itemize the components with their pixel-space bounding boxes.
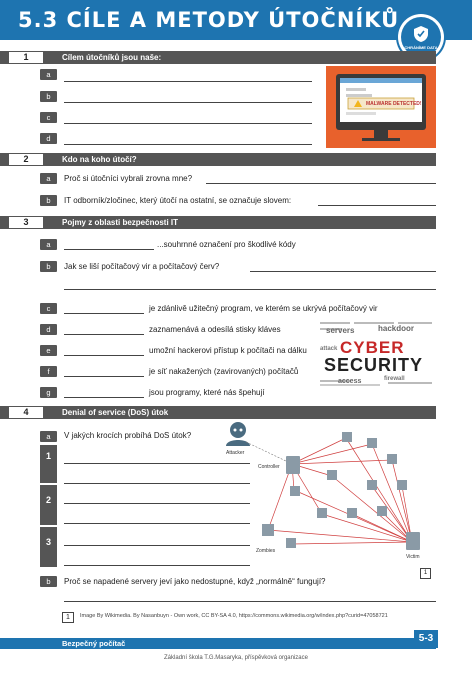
s1-answer-line-b[interactable] bbox=[64, 102, 312, 103]
s3-letter-a: a bbox=[40, 239, 57, 250]
victim-server bbox=[406, 532, 420, 550]
s1-letter-c: c bbox=[40, 112, 57, 123]
s2-answer-line-b[interactable] bbox=[318, 205, 436, 206]
school-name: Základní škola T.G.Masaryka, příspěvková organizace bbox=[164, 655, 308, 661]
s3-answer-line-a[interactable] bbox=[64, 249, 154, 250]
s3-answer-line-b2[interactable] bbox=[64, 289, 436, 290]
badge-label: CHRÁNÍME DATA bbox=[404, 45, 438, 50]
section-2-title: Kdo na koho útočí? bbox=[62, 155, 137, 164]
s3-answer-line-e[interactable] bbox=[64, 355, 144, 356]
step-3-number: 3 bbox=[40, 527, 57, 567]
victim-label: Victim bbox=[406, 554, 420, 560]
s3-letter-b: b bbox=[40, 261, 57, 272]
s4-letter-a: a bbox=[40, 431, 57, 442]
step-2-number: 2 bbox=[40, 485, 57, 525]
s2-letter-b: b bbox=[40, 195, 57, 206]
wordcloud-word-hackdoor: hackdoor bbox=[378, 324, 415, 333]
malware-label: MALWARE DETECTED! bbox=[366, 101, 422, 107]
s2-letter-a: a bbox=[40, 173, 57, 184]
s2-question-b: IT odborník/zločinec, který útočí na ostatní, se označuje slovem: bbox=[64, 196, 292, 205]
s4-letter-b: b bbox=[40, 576, 57, 587]
section-2-number: 2 bbox=[8, 153, 44, 166]
s3-letter-d: d bbox=[40, 324, 57, 335]
shield-icon bbox=[413, 25, 429, 43]
section-3-title: Pojmy z oblasti bezpečnosti IT bbox=[62, 218, 179, 227]
attacker-label: Attacker bbox=[226, 450, 245, 456]
s4-answer-line-b[interactable] bbox=[64, 601, 436, 602]
wordcloud-word-security: SECURITY bbox=[324, 355, 424, 375]
s3-text-e: umožní hackerovi přístup k počítači na dálku bbox=[149, 346, 307, 355]
s1-answer-line-c[interactable] bbox=[64, 123, 312, 124]
s3-text-c: je zdánlivě užitečný program, ve kterém se ukrývá počítačový vir bbox=[149, 304, 378, 313]
step-1-number: 1 bbox=[40, 445, 57, 483]
s3-answer-line-f[interactable] bbox=[64, 376, 144, 377]
reference-number: 1 bbox=[62, 612, 74, 623]
s3-answer-line-d[interactable] bbox=[64, 334, 144, 335]
s4-question-a: V jakých krocích probíhá DoS útok? bbox=[64, 431, 192, 440]
s1-answer-line-d[interactable] bbox=[64, 144, 312, 145]
wordcloud-word-access: access bbox=[338, 378, 362, 385]
dos-diagram bbox=[222, 420, 436, 582]
s1-answer-line-a[interactable] bbox=[64, 81, 312, 82]
wordcloud-word-cyber: CYBER bbox=[340, 338, 405, 357]
s1-letter-b: b bbox=[40, 91, 57, 102]
page-number: 5-3 bbox=[414, 630, 438, 648]
section-1-title: Cílem útočníků jsou naše: bbox=[62, 53, 162, 62]
footer-title: Bezpečný počítač bbox=[62, 639, 126, 648]
s3-answer-line-g[interactable] bbox=[64, 397, 144, 398]
s4-question-b: Proč se napadené servery jeví jako nedostupné, když „normálně“ fungují? bbox=[64, 577, 326, 586]
s3-question-b: Jak se liší počítačový vir a počítačový červ? bbox=[64, 262, 220, 271]
section-4-number: 4 bbox=[8, 406, 44, 419]
controller-label: Controller bbox=[258, 464, 280, 470]
wordcloud-word-firewall: firewall bbox=[384, 376, 405, 382]
s3-text-d: zaznamenává a odesílá stisky kláves bbox=[149, 325, 281, 334]
controller-server bbox=[286, 456, 300, 474]
diagram-ref-number: 1 bbox=[420, 568, 431, 579]
reference-text: Image By Wikimedia. By Nasanbuyn - Own work, CC BY-SA 4.0, https://commons.wikimedia.org/w/index.php?curid=47058721 bbox=[80, 613, 388, 619]
wordcloud-word-attack: attack bbox=[320, 346, 338, 352]
s1-letter-d: d bbox=[40, 133, 57, 144]
s2-question-a: Proč si útočníci vybrali zrovna mne? bbox=[64, 174, 193, 183]
section-3-number: 3 bbox=[8, 216, 44, 229]
s3-answer-line-b1[interactable] bbox=[250, 271, 436, 272]
s1-letter-a: a bbox=[40, 69, 57, 80]
page-title: 5.3 CÍLE A METODY ÚTOČNÍKŮ bbox=[18, 8, 400, 32]
s3-text-f: je síť nakažených (zavirovaných) počítačů bbox=[149, 367, 299, 376]
s3-letter-e: e bbox=[40, 345, 57, 356]
s3-answer-line-c[interactable] bbox=[64, 313, 144, 314]
s2-answer-line-a[interactable] bbox=[206, 183, 436, 184]
s3-text-a: ...souhrnné označení pro škodlivé kódy bbox=[157, 240, 296, 249]
cyber-security-wordcloud bbox=[318, 318, 436, 390]
section-4-title: Denial of service (DoS) útok bbox=[62, 408, 169, 417]
monitor-icon bbox=[326, 66, 436, 148]
s3-letter-c: c bbox=[40, 303, 57, 314]
malware-image bbox=[326, 66, 436, 148]
section-1-number: 1 bbox=[8, 51, 44, 64]
wordcloud-word-servers: servers bbox=[326, 326, 355, 335]
s3-letter-g: g bbox=[40, 387, 57, 398]
s3-text-g: jsou programy, které nás špehují bbox=[149, 388, 265, 397]
zombies-label: Zombies bbox=[256, 548, 276, 554]
s3-letter-f: f bbox=[40, 366, 57, 377]
